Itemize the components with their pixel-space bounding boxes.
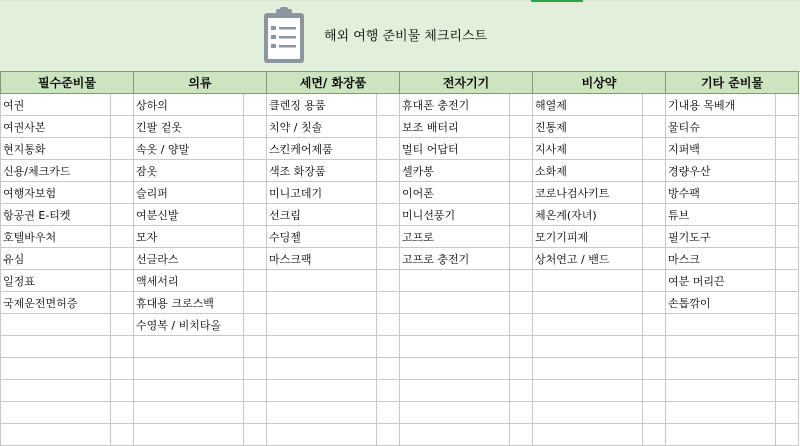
check-cell[interactable]	[776, 138, 799, 160]
check-cell[interactable]	[111, 270, 134, 292]
checklist-table	[0, 71, 799, 446]
item-cell[interactable]: 지퍼백	[666, 138, 776, 160]
check-cell[interactable]	[377, 182, 400, 204]
check-cell[interactable]	[643, 270, 666, 292]
check-cell[interactable]	[111, 336, 134, 358]
check-cell[interactable]	[643, 292, 666, 314]
item-cell[interactable]	[533, 358, 643, 380]
check-cell[interactable]	[776, 204, 799, 226]
column-header[interactable]: 의류	[134, 72, 267, 94]
item-cell[interactable]: 속옷 / 양말	[134, 138, 244, 160]
item-cell[interactable]: 미니선풍기	[400, 204, 510, 226]
item-cell[interactable]	[267, 358, 377, 380]
check-cell[interactable]	[111, 314, 134, 336]
item-cell[interactable]: 모기기피제	[533, 226, 643, 248]
item-cell[interactable]: 보조 배터리	[400, 116, 510, 138]
check-cell[interactable]	[377, 204, 400, 226]
table-row	[1, 380, 799, 402]
item-cell[interactable]: 손톱깎이	[666, 292, 776, 314]
check-cell[interactable]	[643, 424, 666, 446]
table-row	[1, 204, 799, 226]
check-cell[interactable]	[510, 94, 533, 116]
table-row	[1, 424, 799, 446]
item-cell[interactable]: 셀카봉	[400, 160, 510, 182]
check-cell[interactable]	[111, 94, 134, 116]
check-cell[interactable]	[643, 314, 666, 336]
check-cell[interactable]	[776, 182, 799, 204]
check-cell[interactable]	[510, 182, 533, 204]
item-cell[interactable]: 이어폰	[400, 182, 510, 204]
item-cell[interactable]: 마스크팩	[267, 248, 377, 270]
table-row	[1, 270, 799, 292]
item-cell[interactable]: 휴대용 크로스백	[134, 292, 244, 314]
check-cell[interactable]	[111, 204, 134, 226]
check-cell[interactable]	[510, 380, 533, 402]
item-cell[interactable]	[533, 314, 643, 336]
check-cell[interactable]	[244, 292, 267, 314]
item-cell[interactable]	[666, 314, 776, 336]
check-cell[interactable]	[510, 160, 533, 182]
table-row	[1, 248, 799, 270]
check-cell[interactable]	[510, 336, 533, 358]
check-cell[interactable]	[643, 94, 666, 116]
item-cell[interactable]	[533, 292, 643, 314]
item-cell[interactable]: 체온계(자녀)	[533, 204, 643, 226]
item-cell[interactable]: 모자	[134, 226, 244, 248]
item-cell[interactable]: 기내용 목베개	[666, 94, 776, 116]
item-cell[interactable]	[400, 424, 510, 446]
check-cell[interactable]	[510, 314, 533, 336]
check-cell[interactable]	[244, 336, 267, 358]
check-cell[interactable]	[244, 358, 267, 380]
item-cell[interactable]	[134, 336, 244, 358]
item-cell[interactable]	[533, 270, 643, 292]
check-cell[interactable]	[776, 226, 799, 248]
check-cell[interactable]	[776, 336, 799, 358]
check-cell[interactable]	[111, 248, 134, 270]
item-cell[interactable]	[267, 380, 377, 402]
column-header[interactable]: 기타 준비물	[666, 72, 799, 94]
check-cell[interactable]	[776, 292, 799, 314]
title-band	[0, 0, 800, 72]
item-cell[interactable]: 마스크	[666, 248, 776, 270]
item-cell[interactable]: 치약 / 칫솔	[267, 116, 377, 138]
item-cell[interactable]	[267, 424, 377, 446]
item-cell[interactable]: 물티슈	[666, 116, 776, 138]
item-cell[interactable]: 해열제	[533, 94, 643, 116]
check-cell[interactable]	[377, 402, 400, 424]
check-cell[interactable]	[377, 292, 400, 314]
check-cell[interactable]	[643, 160, 666, 182]
check-cell[interactable]	[377, 270, 400, 292]
table-row	[1, 336, 799, 358]
check-cell[interactable]	[776, 424, 799, 446]
table-row	[1, 116, 799, 138]
item-cell[interactable]: 지사제	[533, 138, 643, 160]
table-row	[1, 358, 799, 380]
item-cell[interactable]: 색조 화장품	[267, 160, 377, 182]
check-cell[interactable]	[244, 248, 267, 270]
check-cell[interactable]	[377, 336, 400, 358]
check-cell[interactable]	[510, 424, 533, 446]
table-row	[1, 182, 799, 204]
check-cell[interactable]	[244, 116, 267, 138]
check-cell[interactable]	[244, 402, 267, 424]
check-cell[interactable]	[377, 314, 400, 336]
item-cell[interactable]: 일정표	[1, 270, 111, 292]
item-cell[interactable]: 여분신발	[134, 204, 244, 226]
item-cell[interactable]: 국제운전면허증	[1, 292, 111, 314]
item-cell[interactable]	[1, 336, 111, 358]
item-cell[interactable]	[666, 336, 776, 358]
check-cell[interactable]	[776, 402, 799, 424]
check-cell[interactable]	[643, 248, 666, 270]
item-cell[interactable]	[533, 380, 643, 402]
item-cell[interactable]	[400, 402, 510, 424]
table-row	[1, 226, 799, 248]
column-header[interactable]: 필수준비물	[1, 72, 134, 94]
item-cell[interactable]	[1, 424, 111, 446]
check-cell[interactable]	[643, 226, 666, 248]
check-cell[interactable]	[244, 160, 267, 182]
item-cell[interactable]	[1, 314, 111, 336]
item-cell[interactable]	[267, 402, 377, 424]
check-cell[interactable]	[776, 94, 799, 116]
check-cell[interactable]	[111, 402, 134, 424]
table-row	[1, 138, 799, 160]
check-cell[interactable]	[377, 116, 400, 138]
check-cell[interactable]	[643, 204, 666, 226]
item-cell[interactable]: 진통제	[533, 116, 643, 138]
item-cell[interactable]: 유심	[1, 248, 111, 270]
check-cell[interactable]	[377, 138, 400, 160]
item-cell[interactable]: 호텔바우처	[1, 226, 111, 248]
item-cell[interactable]	[533, 424, 643, 446]
item-cell[interactable]	[134, 358, 244, 380]
table-row	[1, 160, 799, 182]
item-cell[interactable]: 긴팔 겉옷	[134, 116, 244, 138]
check-cell[interactable]	[377, 160, 400, 182]
check-cell[interactable]	[510, 248, 533, 270]
item-cell[interactable]: 튜브	[666, 204, 776, 226]
check-cell[interactable]	[377, 380, 400, 402]
header-row	[1, 72, 799, 94]
item-cell[interactable]: 수영복 / 비치타올	[134, 314, 244, 336]
item-cell[interactable]: 고프로	[400, 226, 510, 248]
check-cell[interactable]	[111, 358, 134, 380]
item-cell[interactable]: 여분 머리끈	[666, 270, 776, 292]
check-cell[interactable]	[244, 314, 267, 336]
item-cell[interactable]	[666, 402, 776, 424]
check-cell[interactable]	[111, 182, 134, 204]
item-cell[interactable]	[533, 336, 643, 358]
item-cell[interactable]: 수딩젤	[267, 226, 377, 248]
clipboard-checklist-icon	[262, 7, 306, 65]
check-cell[interactable]	[510, 270, 533, 292]
check-cell[interactable]	[377, 226, 400, 248]
item-cell[interactable]: 필기도구	[666, 226, 776, 248]
check-cell[interactable]	[377, 358, 400, 380]
check-cell[interactable]	[244, 182, 267, 204]
check-cell[interactable]	[244, 94, 267, 116]
check-cell[interactable]	[643, 402, 666, 424]
item-cell[interactable]	[400, 292, 510, 314]
item-cell[interactable]	[666, 358, 776, 380]
item-cell[interactable]	[1, 358, 111, 380]
item-cell[interactable]: 상하의	[134, 94, 244, 116]
check-cell[interactable]	[643, 116, 666, 138]
item-cell[interactable]	[666, 380, 776, 402]
item-cell[interactable]: 현지통화	[1, 138, 111, 160]
item-cell[interactable]: 선크림	[267, 204, 377, 226]
check-cell[interactable]	[776, 358, 799, 380]
item-cell[interactable]	[400, 358, 510, 380]
table-row	[1, 314, 799, 336]
check-cell[interactable]	[377, 424, 400, 446]
page-title: 해외 여행 준비물 체크리스트	[324, 29, 488, 44]
check-cell[interactable]	[776, 248, 799, 270]
item-cell[interactable]: 멀티 어답터	[400, 138, 510, 160]
item-cell[interactable]	[267, 314, 377, 336]
item-cell[interactable]	[267, 292, 377, 314]
check-cell[interactable]	[111, 226, 134, 248]
item-cell[interactable]: 방수팩	[666, 182, 776, 204]
item-cell[interactable]: 선글라스	[134, 248, 244, 270]
item-cell[interactable]	[400, 336, 510, 358]
column-header[interactable]: 전자기기	[400, 72, 533, 94]
check-cell[interactable]	[643, 138, 666, 160]
check-cell[interactable]	[510, 116, 533, 138]
check-cell[interactable]	[510, 358, 533, 380]
table-row	[1, 402, 799, 424]
check-cell[interactable]	[111, 380, 134, 402]
check-cell[interactable]	[111, 160, 134, 182]
selection-mark	[531, 0, 583, 2]
check-cell[interactable]	[776, 160, 799, 182]
item-cell[interactable]: 여행자보험	[1, 182, 111, 204]
item-cell[interactable]: 클렌징 용품	[267, 94, 377, 116]
column-header[interactable]: 세면/ 화장품	[267, 72, 400, 94]
check-cell[interactable]	[111, 292, 134, 314]
item-cell[interactable]: 경량우산	[666, 160, 776, 182]
item-cell[interactable]	[1, 380, 111, 402]
check-cell[interactable]	[510, 226, 533, 248]
item-cell[interactable]: 여권사본	[1, 116, 111, 138]
item-cell[interactable]	[400, 380, 510, 402]
item-cell[interactable]: 여권	[1, 94, 111, 116]
item-cell[interactable]: 고프로 충전기	[400, 248, 510, 270]
item-cell[interactable]: 항공권 E-티켓	[1, 204, 111, 226]
check-cell[interactable]	[510, 292, 533, 314]
check-cell[interactable]	[244, 204, 267, 226]
item-cell[interactable]	[134, 402, 244, 424]
item-cell[interactable]	[1, 402, 111, 424]
check-cell[interactable]	[244, 226, 267, 248]
item-cell[interactable]: 상처연고 / 밴드	[533, 248, 643, 270]
item-cell[interactable]	[267, 270, 377, 292]
check-cell[interactable]	[111, 138, 134, 160]
item-cell[interactable]: 신용/체크카드	[1, 160, 111, 182]
check-cell[interactable]	[643, 182, 666, 204]
check-cell[interactable]	[643, 358, 666, 380]
item-cell[interactable]: 액세서리	[134, 270, 244, 292]
item-cell[interactable]: 잠옷	[134, 160, 244, 182]
check-cell[interactable]	[244, 270, 267, 292]
check-cell[interactable]	[510, 138, 533, 160]
check-cell[interactable]	[643, 336, 666, 358]
column-header[interactable]: 비상약	[533, 72, 666, 94]
item-cell[interactable]	[400, 314, 510, 336]
check-cell[interactable]	[510, 402, 533, 424]
table-row	[1, 94, 799, 116]
item-cell[interactable]: 미니고데기	[267, 182, 377, 204]
check-cell[interactable]	[244, 380, 267, 402]
item-cell[interactable]	[666, 424, 776, 446]
check-cell[interactable]	[377, 94, 400, 116]
check-cell[interactable]	[244, 424, 267, 446]
item-cell[interactable]	[533, 402, 643, 424]
top-border-line	[0, 0, 800, 1]
check-cell[interactable]	[510, 204, 533, 226]
item-cell[interactable]: 슬리퍼	[134, 182, 244, 204]
check-cell[interactable]	[776, 270, 799, 292]
check-cell[interactable]	[776, 314, 799, 336]
check-cell[interactable]	[377, 248, 400, 270]
item-cell[interactable]: 스킨케어제품	[267, 138, 377, 160]
item-cell[interactable]: 휴대폰 충전기	[400, 94, 510, 116]
item-cell[interactable]	[134, 380, 244, 402]
check-cell[interactable]	[776, 116, 799, 138]
table-row	[1, 292, 799, 314]
item-cell[interactable]	[267, 336, 377, 358]
item-cell[interactable]	[134, 424, 244, 446]
item-cell[interactable]: 코로나검사키트	[533, 182, 643, 204]
check-cell[interactable]	[111, 116, 134, 138]
check-cell[interactable]	[776, 380, 799, 402]
check-cell[interactable]	[111, 424, 134, 446]
check-cell[interactable]	[244, 138, 267, 160]
item-cell[interactable]	[400, 270, 510, 292]
item-cell[interactable]: 소화제	[533, 160, 643, 182]
check-cell[interactable]	[643, 380, 666, 402]
